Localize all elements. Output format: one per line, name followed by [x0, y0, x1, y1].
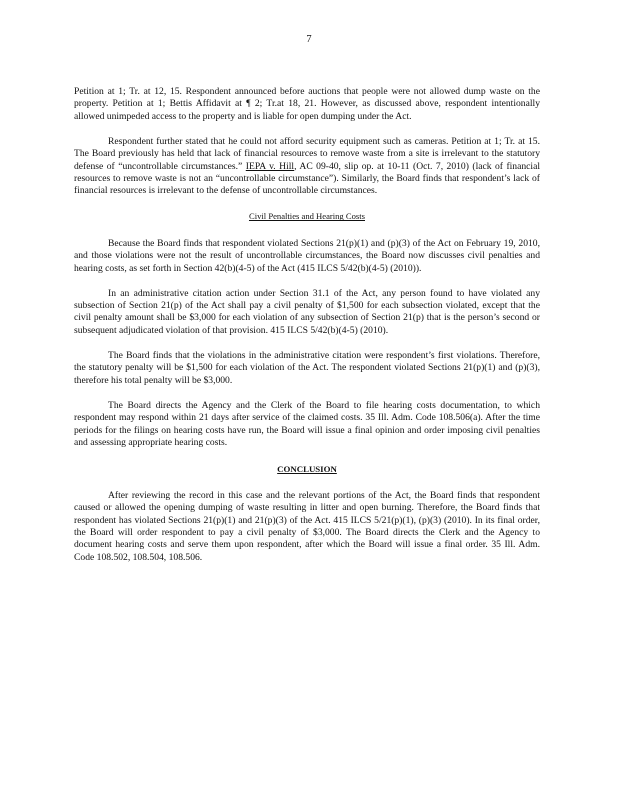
- paragraph-penalties-intro: Because the Board finds that respondent violated Sections 21(p)(1) and (p)(3) of the Act on February 19, 2010, and those violations were not the result of uncontrollable circumstances, the Board now discusses civil penalties and hearing costs, as set forth in Section 42(b)(4-5) of the Act (415 ILCS 5/42(b)(4-5) (2010)).: [74, 237, 540, 274]
- document-body: [74, 86, 540, 577]
- paragraph-financial-resources: [74, 136, 540, 198]
- paragraph-text: Respondent further stated that he could not afford security equipment such as cameras. Petition at 1; Tr. at 15. The Board previously has held that lack of financial resources to remove waste from a site is irrelevant to the statutory defense of “uncontrollable circumstances.”: [74, 135, 540, 172]
- section-heading-civil-penalties: Civil Penalties and Hearing Costs: [248, 211, 365, 222]
- paragraph-text: , AC 09-40, slip op. at 10-11 (Oct. 7, 2010) (lack of financial resources to remove waste is not an “uncontrollable circumstance”). Similarly, the Board finds that respondent’s lack of financial resources is irrelevant to the defense of uncontrollable circumstances.: [74, 160, 541, 197]
- section-heading-conclusion: CONCLUSION: [277, 464, 337, 475]
- page-number: 7: [306, 34, 312, 45]
- paragraph-conclusion: After reviewing the record in this case and the relevant portions of the Act, the Board finds that respondent caused or allowed the opening dumping of waste resulting in litter and open burning. Therefore, the Board finds that respondent has violated Sections 21(p)(1) and 21(p)(3) of the Act. 415 ILCS 5/21(p)(1), (p)(3) (2010). In its final order, the Board will order respondent to pay a civil penalty of $3,000. The Board directs the Clerk and the Agency to document hearing costs and serve them upon respondent, after which the Board will issue a final order. 35 Ill. Adm. Code 108.502, 108.504, 108.506.: [74, 489, 540, 563]
- paragraph-penalty-finding: The Board finds that the violations in the administrative citation were respondent’s first violations. Therefore, the statutory penalty will be $1,500 for each violation of the Act. The respondent violated Sections 21(p)(1) and (p)(3), therefore his total penalty will be $3,000.: [74, 349, 540, 386]
- case-citation: IEPA v. Hill: [245, 160, 295, 172]
- paragraph-waste-access: Petition at 1; Tr. at 12, 15. Respondent announced before auctions that people were not allowed dump waste on the property. Petition at 1; Bettis Affidavit at ¶ 2; Tr.at 18, 21. However, as discussed above, respondent intentionally allowed unimpeded access to the property and is liable for open dumping under the Act.: [74, 86, 540, 122]
- paragraph-hearing-costs: The Board directs the Agency and the Clerk of the Board to file hearing costs documentation, to which respondent may respond within 21 days after service of the claimed costs. 35 Ill. Adm. Code 108.506(a). After the time periods for the filings on hearing costs have run, the Board will issue a final opinion and order imposing civil penalties and assessing appropriate hearing costs.: [74, 399, 540, 448]
- paragraph-penalty-rules: In an administrative citation action under Section 31.1 of the Act, any person found to have violated any subsection of Section 21(p) of the Act shall pay a civil penalty of $1,500 for each subsection violated, except that the civil penalty amount shall be $3,000 for each violation of any subsection of Section 21(p) that is the person’s second or subsequent adjudicated violation of that provision. 415 ILCS 5/42(b)(4-5) (2010).: [74, 287, 540, 336]
